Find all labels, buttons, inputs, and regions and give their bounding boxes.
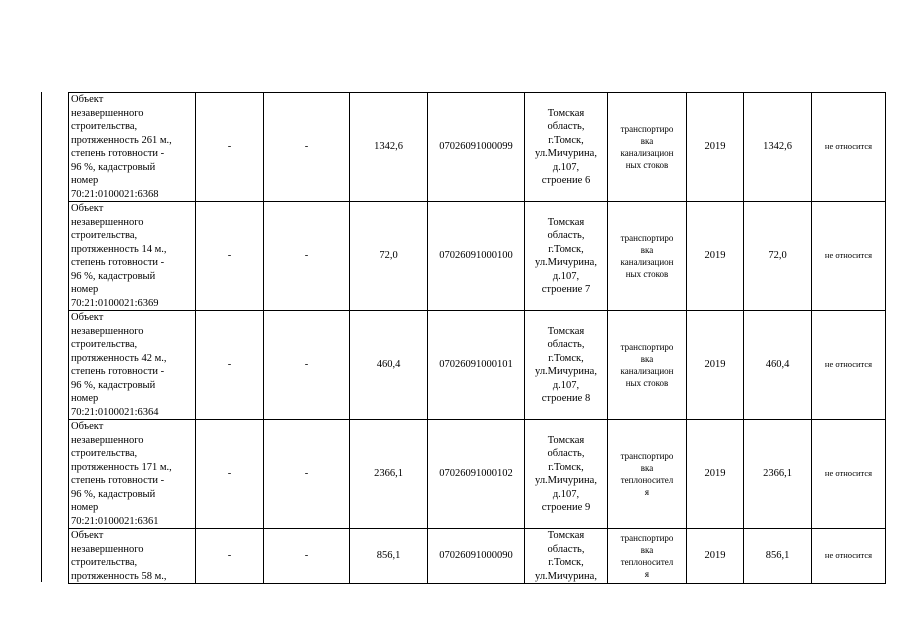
table-body (69, 93, 886, 584)
object-description-cell-line: степень готовности - (71, 148, 165, 159)
value-cell: 856,1 (350, 529, 428, 584)
inventory-number-cell: 07026091000090 (428, 529, 525, 584)
year-cell: 2019 (687, 420, 744, 529)
object-description-cell-line: 70:21:0100021:6361 (71, 515, 159, 527)
purpose-cell-line: транспортиро (620, 451, 674, 461)
object-description-cell-line: номер (71, 393, 99, 404)
object-description-cell-line: Объект (71, 312, 104, 323)
address-cell-line: д.107, (552, 270, 580, 282)
address-cell-line: область, (547, 543, 585, 555)
address-cell-line: Томская (547, 325, 585, 337)
left-margin-rule (41, 92, 42, 582)
status-cell: не относится (812, 311, 886, 420)
object-description-cell-line: Объект (71, 94, 104, 105)
address-cell-line: ул.Мичурина, (535, 570, 597, 582)
object-description-cell (69, 529, 196, 584)
inventory-number-cell: 07026091000101 (428, 311, 525, 420)
purpose-cell-line: транспортиро (620, 233, 674, 243)
purpose-cell (608, 529, 687, 584)
object-description-cell-line: 70:21:0100021:6368 (71, 188, 159, 200)
object-description-cell-line: степень готовности - (71, 475, 165, 486)
year-cell: 2019 (687, 529, 744, 584)
value-cell: 72,0 (350, 202, 428, 311)
purpose-cell-line: вка (640, 354, 654, 364)
address-cell-line: область, (547, 230, 585, 241)
purpose-cell-line: канализацион (620, 148, 674, 158)
address-cell (525, 420, 608, 529)
address-cell-line: г.Томск, (548, 352, 584, 364)
dash-cell: - (196, 202, 264, 311)
object-description-cell-line: незавершенного (71, 543, 144, 555)
dash-cell: - (196, 420, 264, 529)
object-description-cell-line: Объект (71, 203, 104, 214)
object-description-cell-line: номер (71, 175, 99, 186)
value-repeat-cell: 1342,6 (744, 93, 812, 202)
address-cell (525, 311, 608, 420)
address-cell-line: г.Томск, (548, 243, 584, 255)
purpose-cell-line: ных стоков (625, 160, 669, 170)
address-cell-line: область, (547, 339, 585, 350)
year-cell: 2019 (687, 93, 744, 202)
purpose-cell-line: вка (640, 245, 654, 255)
object-description-cell-line: степень готовности - (71, 257, 165, 268)
year-cell: 2019 (687, 202, 744, 311)
purpose-cell-line: транспортиро (620, 342, 674, 352)
purpose-cell (608, 311, 687, 420)
address-cell-line: д.107, (552, 161, 580, 173)
table-row (69, 529, 886, 584)
object-description-cell-line: строительства, (71, 557, 138, 568)
value-cell: 2366,1 (350, 420, 428, 529)
purpose-cell-line: вка (640, 545, 654, 555)
value-repeat-cell: 460,4 (744, 311, 812, 420)
purpose-cell-line: я (644, 487, 650, 497)
property-register-table (68, 92, 886, 584)
purpose-cell-line: вка (640, 463, 654, 473)
object-description-cell-line: строительства, (71, 121, 138, 132)
object-description-cell-line: незавершенного (71, 325, 144, 337)
object-description-cell-line: Объект (71, 530, 104, 541)
status-cell: не относится (812, 202, 886, 311)
address-cell-line: ул.Мичурина, (535, 366, 597, 377)
purpose-cell (608, 93, 687, 202)
address-cell-line: ул.Мичурина, (535, 148, 597, 159)
status-cell: не относится (812, 420, 886, 529)
address-cell-line: строение 8 (541, 393, 591, 404)
purpose-cell-line: ных стоков (625, 269, 669, 279)
object-description-cell-line: 70:21:0100021:6369 (71, 297, 159, 309)
dash-cell: - (196, 311, 264, 420)
address-cell-line: Томская (547, 107, 585, 119)
address-cell-line: строение 9 (541, 502, 591, 513)
inventory-number-cell: 07026091000099 (428, 93, 525, 202)
purpose-cell (608, 420, 687, 529)
object-description-cell-line: 96 %, кадастровый (71, 161, 156, 173)
object-description-cell (69, 93, 196, 202)
object-description-cell (69, 420, 196, 529)
object-description-cell-line: 96 %, кадастровый (71, 488, 156, 500)
object-description-cell (69, 202, 196, 311)
purpose-cell (608, 202, 687, 311)
object-description-cell-line: 96 %, кадастровый (71, 270, 156, 282)
address-cell-line: Томская (547, 216, 585, 228)
dash-cell: - (264, 311, 350, 420)
object-description-cell-line: незавершенного (71, 216, 144, 228)
address-cell-line: д.107, (552, 379, 580, 391)
object-description-cell-line: протяженность 58 м., (71, 570, 167, 582)
address-cell-line: д.107, (552, 488, 580, 500)
year-cell: 2019 (687, 311, 744, 420)
address-cell-line: строение 6 (541, 175, 591, 186)
purpose-cell-line: транспортиро (620, 124, 674, 134)
table-row (69, 420, 886, 529)
purpose-cell-line: теплоносител (620, 557, 674, 567)
address-cell (525, 93, 608, 202)
inventory-number-cell: 07026091000100 (428, 202, 525, 311)
address-cell (525, 202, 608, 311)
address-cell-line: Томская (547, 530, 585, 541)
object-description-cell-line: 70:21:0100021:6364 (71, 406, 159, 418)
address-cell-line: г.Томск, (548, 134, 584, 146)
inventory-number-cell: 07026091000102 (428, 420, 525, 529)
address-cell-line: строение 7 (541, 284, 591, 295)
dash-cell: - (264, 529, 350, 584)
address-cell-line: область, (547, 448, 585, 459)
table-row (69, 202, 886, 311)
object-description-cell-line: номер (71, 502, 99, 513)
address-cell-line: ул.Мичурина, (535, 257, 597, 268)
purpose-cell-line: транспортиро (620, 533, 674, 543)
object-description-cell (69, 311, 196, 420)
table-row (69, 93, 886, 202)
object-description-cell-line: незавершенного (71, 107, 144, 119)
object-description-cell-line: протяженность 171 м., (71, 461, 172, 473)
address-cell (525, 529, 608, 584)
status-cell: не относится (812, 529, 886, 584)
purpose-cell-line: ных стоков (625, 378, 669, 388)
object-description-cell-line: протяженность 261 м., (71, 134, 172, 146)
dash-cell: - (264, 202, 350, 311)
object-description-cell-line: степень готовности - (71, 366, 165, 377)
purpose-cell-line: я (644, 569, 650, 579)
purpose-cell-line: теплоносител (620, 475, 674, 485)
address-cell-line: область, (547, 121, 585, 132)
purpose-cell-line: канализацион (620, 257, 674, 267)
address-cell-line: г.Томск, (548, 557, 584, 568)
table-row (69, 311, 886, 420)
dash-cell: - (196, 93, 264, 202)
object-description-cell-line: номер (71, 284, 99, 295)
dash-cell: - (264, 420, 350, 529)
status-cell: не относится (812, 93, 886, 202)
object-description-cell-line: 96 %, кадастровый (71, 379, 156, 391)
object-description-cell-line: незавершенного (71, 434, 144, 446)
value-repeat-cell: 856,1 (744, 529, 812, 584)
object-description-cell-line: строительства, (71, 448, 138, 459)
purpose-cell-line: канализацион (620, 366, 674, 376)
value-cell: 1342,6 (350, 93, 428, 202)
object-description-cell-line: протяженность 42 м., (71, 352, 167, 364)
purpose-cell-line: вка (640, 136, 654, 146)
object-description-cell-line: строительства, (71, 230, 138, 241)
dash-cell: - (196, 529, 264, 584)
value-cell: 460,4 (350, 311, 428, 420)
address-cell-line: Томская (547, 434, 585, 446)
object-description-cell-line: протяженность 14 м., (71, 243, 167, 255)
object-description-cell-line: строительства, (71, 339, 138, 350)
value-repeat-cell: 72,0 (744, 202, 812, 311)
address-cell-line: ул.Мичурина, (535, 475, 597, 486)
address-cell-line: г.Томск, (548, 461, 584, 473)
object-description-cell-line: Объект (71, 421, 104, 432)
dash-cell: - (264, 93, 350, 202)
value-repeat-cell: 2366,1 (744, 420, 812, 529)
